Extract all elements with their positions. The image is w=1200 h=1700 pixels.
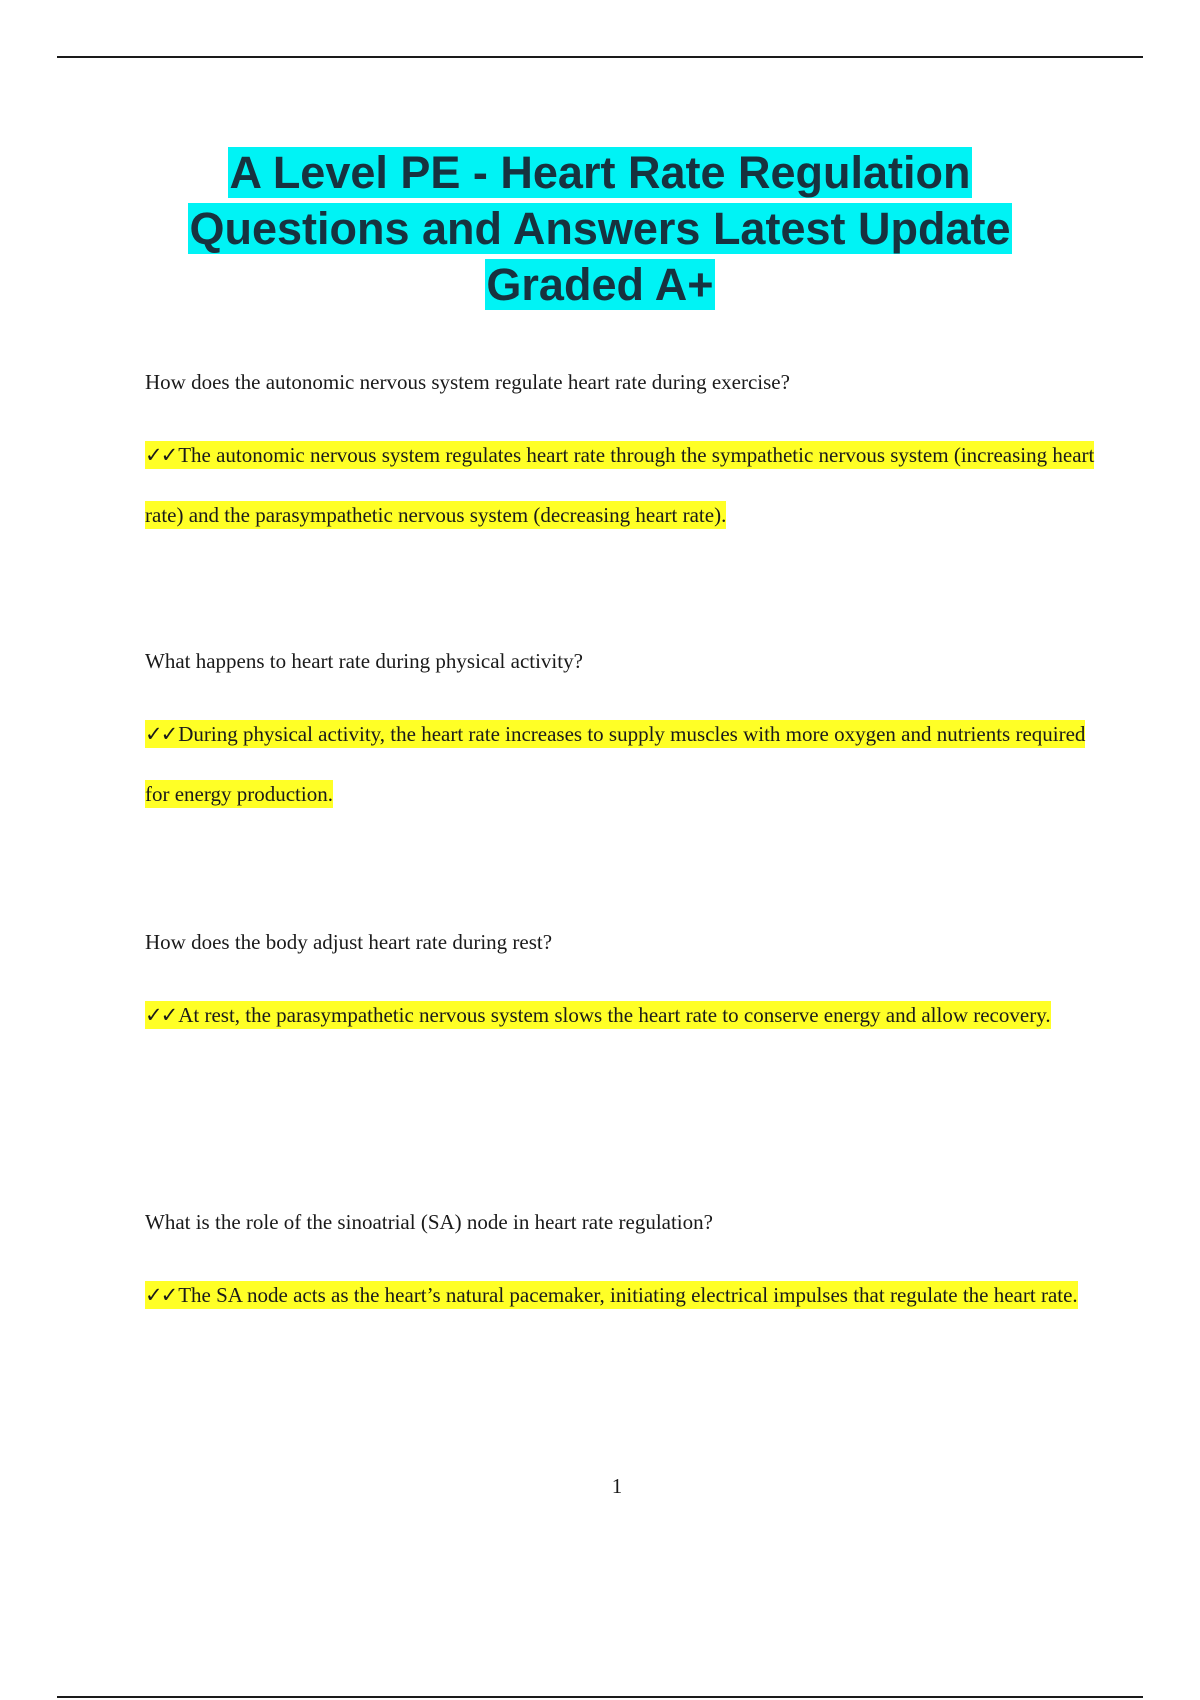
qa-item-4 xyxy=(145,1209,1105,1325)
double-check-icon: ✓✓ xyxy=(145,1283,177,1307)
question-1: How does the autonomic nervous system regulate heart rate during exercise? xyxy=(145,370,790,394)
question-3: How does the body adjust heart rate during rest? xyxy=(145,930,553,954)
question-4: What is the role of the sinoatrial (SA) node in heart rate regulation? xyxy=(145,1210,713,1234)
qa-item-3 xyxy=(145,929,1105,1045)
title-line-2: Questions and Answers Latest Update xyxy=(189,203,1011,254)
double-check-icon: ✓✓ xyxy=(145,1003,177,1027)
title-line-3: Graded A+ xyxy=(486,259,714,310)
double-check-icon: ✓✓ xyxy=(145,722,177,746)
answer-2-text: During physical activity, the heart rate increases to supply muscles with more oxygen and nutrients required for energy production. xyxy=(145,722,1086,806)
answer-3 xyxy=(145,985,1105,1045)
top-rule xyxy=(57,56,1143,58)
document-title xyxy=(60,145,1140,313)
title-line-1: A Level PE - Heart Rate Regulation xyxy=(229,147,971,198)
qa-item-2 xyxy=(145,648,1105,824)
question-2: What happens to heart rate during physical activity? xyxy=(145,649,583,673)
qa-item-1 xyxy=(145,369,1105,545)
bottom-rule xyxy=(57,1696,1143,1698)
double-check-icon: ✓✓ xyxy=(145,443,177,467)
answer-4 xyxy=(145,1265,1105,1325)
answer-4-text: The SA node acts as the heart’s natural pacemaker, initiating electrical impulses that regulate the heart rate. xyxy=(178,1283,1078,1307)
answer-3-text: At rest, the parasympathetic nervous system slows the heart rate to conserve energy and allow recovery. xyxy=(178,1003,1051,1027)
answer-1-text: The autonomic nervous system regulates heart rate through the sympathetic nervous system (increasing heart rate) and the parasympathetic nervous system (decreasing heart rate). xyxy=(145,443,1095,527)
page-number: 1 xyxy=(611,1474,623,1498)
answer-2 xyxy=(145,704,1105,824)
answer-1 xyxy=(145,425,1105,545)
